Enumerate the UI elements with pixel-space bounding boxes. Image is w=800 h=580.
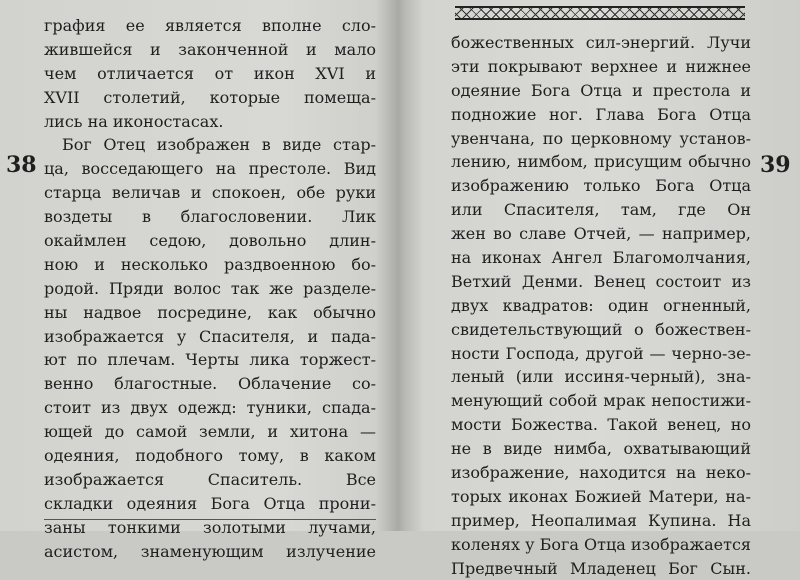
- text-line: эти покрывают верхнее и нижнее: [451, 56, 751, 76]
- page-number-right: 39: [760, 152, 791, 178]
- left-page-text: [44, 14, 376, 563]
- text-line: торых иконах Божией Матери, на-: [451, 486, 751, 506]
- text-line: Предвечный Младенец Бог Сын.: [451, 558, 751, 578]
- text-line: одеяние Бога Отца и престола и: [451, 80, 751, 100]
- text-line: на иконах Ангел Благомолчания,: [451, 248, 751, 268]
- text-line: ют по плечам. Черты лика торжест-: [44, 350, 376, 370]
- text-line: ны надвое посредине, как обычно: [44, 302, 376, 322]
- text-line: венно благостные. Облачение со-: [44, 374, 376, 394]
- text-line: коленях у Бога Отца изображается: [451, 534, 751, 554]
- text-line: чем отличается от икон XVI и: [44, 63, 376, 83]
- text-line: свидетельствующий о божествен-: [451, 319, 751, 339]
- text-line: изображается Спаситель. Все: [44, 469, 376, 489]
- header-ornament: [455, 6, 745, 20]
- text-line: ности Господа, другой — черно-зе-: [451, 343, 751, 363]
- text-line: стоит из двух одежд: туники, спада-: [44, 398, 376, 418]
- left-page-bottom-rule: [44, 519, 376, 528]
- text-line: Ветхий Денми. Венец состоит из: [451, 271, 751, 291]
- text-line: пример, Неопалимая Купина. На: [451, 510, 751, 530]
- text-line: изображение, находится на неко-: [451, 463, 751, 483]
- text-line: не в виде нимба, охватывающий: [451, 439, 751, 459]
- text-line: Бог Отец изображен в виде стар-: [62, 135, 376, 155]
- text-line: или Спасителя, там, где Он: [451, 200, 751, 220]
- text-line: двух квадратов: один огненный,: [451, 295, 751, 315]
- text-line: изображению только Бога Отца: [451, 176, 751, 196]
- text-line: родой. Пряди волос так же разделе-: [44, 278, 376, 298]
- text-line: лению, нимбом, присущим обычно: [451, 152, 751, 172]
- text-line: старца величав и спокоен, обе руки: [44, 183, 376, 203]
- text-line: жен во славе Отчей, — например,: [451, 224, 751, 244]
- text-line: ющей до самой земли, и хитона —: [44, 422, 376, 442]
- text-line: жившейся и законченной и мало: [44, 39, 376, 59]
- text-line: графия ее является вполне сло-: [44, 16, 376, 35]
- text-line: окаймлен седою, довольно длин-: [44, 231, 376, 251]
- page-number-left: 38: [6, 152, 37, 178]
- text-line: асистом, знаменующим излучение: [44, 541, 376, 561]
- text-line: лись на иконостасах.: [44, 111, 224, 131]
- text-line: леный (или иссиня-черный), зна-: [451, 367, 751, 387]
- text-line: ца, восседающего на престоле. Вид: [44, 159, 376, 179]
- text-line: подножие ног. Глава Бога Отца: [451, 104, 751, 124]
- text-line: увенчана, по церковному установ-: [451, 128, 751, 148]
- text-line: одеяния, подобного тому, в каком: [44, 446, 376, 466]
- text-line: воздеты в благословении. Лик: [44, 207, 376, 227]
- text-line: ною и несколько раздвоенною бо-: [44, 254, 376, 274]
- text-line: складки одеяния Бога Отца прони-: [44, 493, 376, 513]
- text-line: изображается у Спасителя, и пада-: [44, 326, 376, 346]
- text-line: мости Божества. Такой венец, но: [451, 415, 751, 435]
- text-line: XVII столетий, которые помеща-: [44, 87, 376, 107]
- text-line: божественных сил-энергий. Лучи: [451, 33, 751, 52]
- right-page-text: [451, 31, 751, 580]
- text-line: менующий собой мрак непостижи-: [451, 391, 751, 411]
- text-line: заны тонкими золотыми лучами,: [44, 517, 376, 537]
